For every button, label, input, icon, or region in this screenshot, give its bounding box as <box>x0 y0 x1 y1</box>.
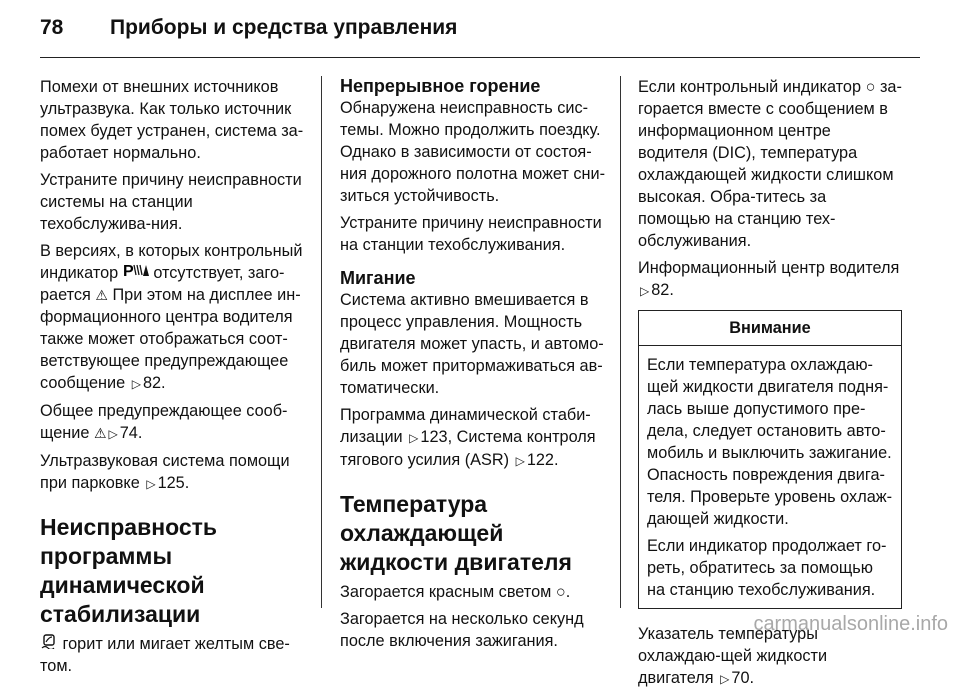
page-ref: 70. <box>731 669 755 687</box>
page-number: 78 <box>40 16 64 39</box>
page-ref: 82. <box>651 281 674 299</box>
page-ref: 122. <box>526 451 559 469</box>
paragraph: В версиях, в которых контрольный индикатор P отсутствует, заго-рается ⚠ При этом на дисплее ин-формационного центра водителя также может отображаться соот-ветствующее предупреждающее сообщение ▷ 82. <box>40 240 306 395</box>
circle-indicator-icon: ○ <box>865 78 876 96</box>
warning-box-body <box>639 346 901 608</box>
paragraph: Загорается на несколько секунд после включения зажигания. <box>340 610 584 650</box>
paragraph: Помехи от внешних источников ультразвука. Как только источник помех будет устранен, система за-работает нормально. <box>40 78 304 162</box>
paragraph: Загорается красным светом ○. <box>340 583 571 601</box>
warning-triangle-icon: ⚠ <box>93 425 107 441</box>
paragraph: Программа динамической стаби-лизации ▷ 123, Система контроля тягового усилия (ASR) ▷ 122. <box>340 404 606 472</box>
paragraph: Ультразвуковая система помощи при парковке ▷ 125. <box>40 450 306 495</box>
subsection-heading: Мигание <box>340 268 416 288</box>
watermark: carmanualsonline.info <box>753 613 948 635</box>
subsection-heading: Непрерывное горение <box>340 76 541 96</box>
page-ref: 82. <box>142 374 166 392</box>
paragraph: Устраните причину неисправности на станции техобслуживания. <box>340 214 602 254</box>
section-heading: Неисправность программы динамической стабилизации <box>40 514 218 627</box>
paragraph: Общее предупреждающее сооб-щение ⚠ ▷ 74. <box>40 400 306 445</box>
reference-triangle-icon: ▷ <box>409 431 419 445</box>
page-title: Приборы и средства управления <box>110 16 458 39</box>
warning-box <box>638 310 902 609</box>
paragraph: Информационный центр водителя ▷ 82. <box>638 257 902 302</box>
header-rule <box>40 57 920 58</box>
column-divider <box>620 76 621 608</box>
page-ref: 123, Система контроля тягового усилия (ASR) <box>340 428 596 469</box>
park-assist-icon <box>123 262 149 278</box>
paragraph: Если контрольный индикатор ○ за-горается вместе с сообщением в информационном центре водителя (DIC), температура охлаждающей жидкости слишком высокая. Обра-титесь за помощью на станцию тех-обслуживания. <box>638 78 902 250</box>
reference-triangle-icon: ▷ <box>131 377 141 391</box>
reference-triangle-icon: ▷ <box>640 284 650 298</box>
paragraph: Обнаружена неисправность сис-темы. Можно продолжить поездку. Однако в зависимости от состоя-ния дорожного полотна может сни-зиться устойчивость. <box>340 99 606 205</box>
column-divider <box>321 76 322 608</box>
paragraph: Если температура охлаждаю-щей жидкости двигателя подня-лась выше допустимого пре-дела, следует остановить авто-мобиль и выключить зажигание. Опасность повреждения двига-теля. Проверьте уровень охлаж-дающей жидкости. <box>647 356 893 528</box>
circle-indicator-icon: ○ <box>555 583 566 601</box>
warning-box-title: Внимание <box>639 311 901 346</box>
reference-triangle-icon: ▷ <box>720 672 730 686</box>
section-heading: Температура охлаждающей жидкости двигателя <box>340 491 572 575</box>
column-3 <box>638 76 902 695</box>
paragraph: Система активно вмешивается в процесс управления. Мощность двигателя может упасть, и автомо-биль может притормаживаться ав-томатически. <box>340 291 604 397</box>
page-ref: 125. <box>157 474 190 492</box>
esc-icon <box>40 633 58 649</box>
reference-triangle-icon: ▷ <box>146 477 156 491</box>
svg-text:P: P <box>122 263 134 278</box>
paragraph: Если индикатор продолжает го-реть, обратитесь за помощью на станцию техобслуживания. <box>647 537 887 599</box>
column-2 <box>340 76 606 657</box>
column-1 <box>40 76 306 682</box>
page-ref: 74. <box>119 424 143 442</box>
paragraph: Указатель температуры охлаждаю-щей жидкости двигателя ▷ 70. <box>638 623 902 690</box>
reference-triangle-icon: ▷ <box>515 454 525 468</box>
warning-triangle-icon: ⚠ <box>95 287 108 303</box>
reference-triangle-icon: ▷ <box>108 427 118 441</box>
paragraph: горит или мигает желтым све-том. <box>40 635 290 675</box>
paragraph: Устраните причину неисправности системы на станции техобслужива-ния. <box>40 171 302 233</box>
page-header <box>40 16 457 40</box>
